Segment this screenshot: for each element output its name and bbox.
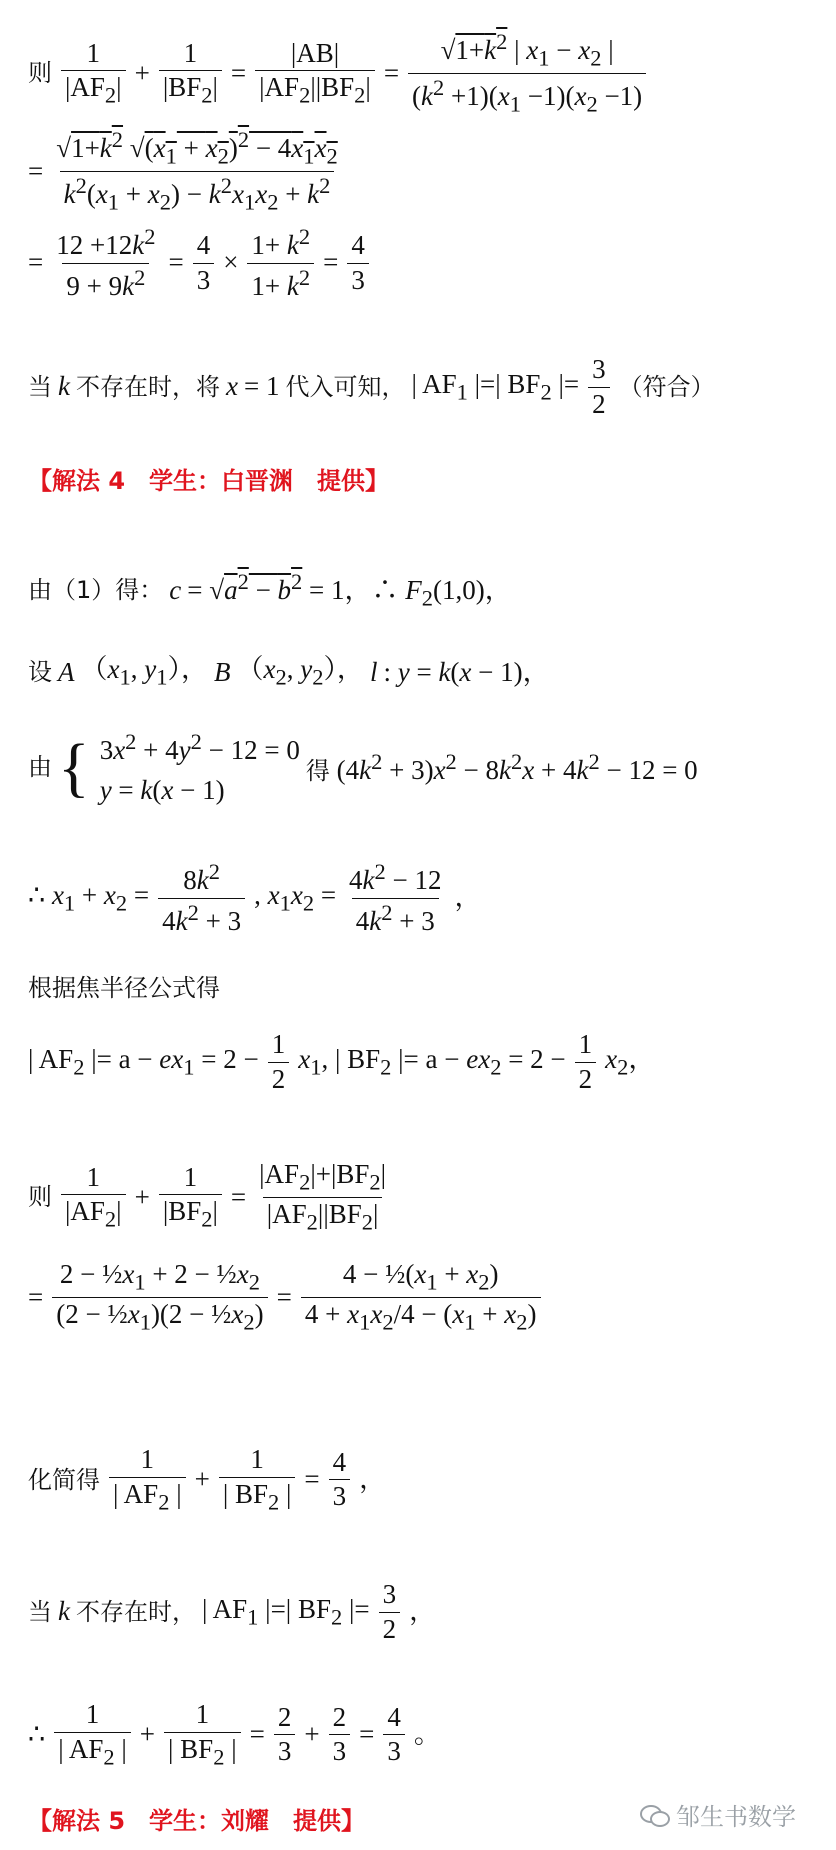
formula-line-2: = $\frac{√1+k^2 √(x_1 + x_2)^2 - 4x_1x_2}{k^2(x_1 + x_2) - k^2x_1x_2 + k^2}$: [28, 127, 338, 215]
system-eq-2: y = k(x − 1): [99, 774, 225, 805]
watermark: [640, 1797, 796, 1832]
formula-line-3: = $\frac{12 +12k^2}{9 + 9k^2}$ = $\frac{4}{3}$ × $\frac{1+ k^2}{1+ k^2}$ = $\frac{4}{3}$: [28, 225, 372, 301]
formula-line-5: 由（1）得： c = $√a^2 - b^2 = 1$，∴ $F_2(1,0)$，: [28, 569, 512, 611]
formula-line-14: 当 k 不存在时， | $AF_1$ |=| $BF_2$ |= $\frac{3}{2}$ ，: [28, 1579, 437, 1644]
solution-5-heading: 【解法 5 学生：刘耀 提供】: [28, 1807, 366, 1835]
formula-line-4: 当 k 不存在时，将 x = 1 代入可知， | $AF_1$ |=| $BF_2$ |= $\frac{3}{2}$ （符合）: [28, 354, 715, 419]
formula-line-10: | $AF_2$ |= $a - ex_1 = 2$ − $\frac{1}{2}$ $x_1$, | $BF_2$ |= $a - ex_2 = 2$ − $\frac{1}{2}$ $x_2$，: [28, 1029, 656, 1094]
formula-line-11: 则 $\frac{1}{|AF_2|}$ + $\frac{1}{|BF_2|}$ = $\frac{|AF_2|+|BF_2|}{|AF_2||BF_2|}$: [28, 1159, 387, 1235]
formula-line-12: = $\frac{2 - \frac{1}{2}x_1 + 2 - \frac{1}{2}x_2}{(2 - \frac{1}{2}x_1)(2 - \frac{1}{2}x_2)}$ = $\frac{4 - \frac{1}{2}(x_1 + x_2)}{4 + x_1x_2/4 - (x_1 + x_2)}$: [28, 1260, 544, 1335]
formula-line-13: 化简得 $\frac{1}{| AF_2 |}$ + $\frac{1}{| BF_2 |}$ = $\frac{4}{3}$ ，: [28, 1444, 387, 1515]
formula-line-15: ∴ $\frac{1}{| AF_2 |}$ + $\frac{1}{| BF_2 |}$ = $\frac{2}{3}$ + $\frac{2}{3}$ = $\frac{4}{3}$ 。: [28, 1699, 441, 1770]
prefix-ze: 则: [28, 59, 52, 88]
wechat-icon: [640, 1803, 668, 1827]
prefix-you: 由: [28, 753, 52, 782]
solution-4-heading: 【解法 4 学生：白晋渊 提供】: [28, 467, 390, 495]
watermark-text: 邹生书数学: [676, 1803, 796, 1831]
formula-line-6: 设 A （$x_1$, $y_1$）， B （$x_2$, $y_2$）， l : y = k(x − 1)，: [28, 654, 550, 690]
text-focal-radius: 根据焦半径公式得: [28, 974, 220, 1002]
formula-line-7: 由 { $3x^2 + 4y^2 - 12 = 0$ y = k(x − 1) 得 $(4k^2 + 3)x^2 - 8k^2x + 4k^2 - 12 = 0$: [28, 729, 698, 805]
system-eq-1: $3x^2 + 4y^2 - 12 = 0$: [99, 729, 300, 765]
formula-line-8: ∴ $x_1 + x_2$ = $\frac{8k^2}{4k^2 + 3}$ , $x_1x_2$ = $\frac{4k^2 - 12}{4k^2 + 3}$ ，: [28, 859, 482, 936]
formula-line-1: 则 $\frac{1}{|AF_2|}$ + $\frac{1}{|BF_2|}$ = $\frac{|AB|}{|AF_2||BF_2|}$ = $\frac{√1+k^2 | x_1 - x_2 |}{(k^2 +1)(x_1 -1)(x_2 -1)}$: [28, 30, 649, 117]
